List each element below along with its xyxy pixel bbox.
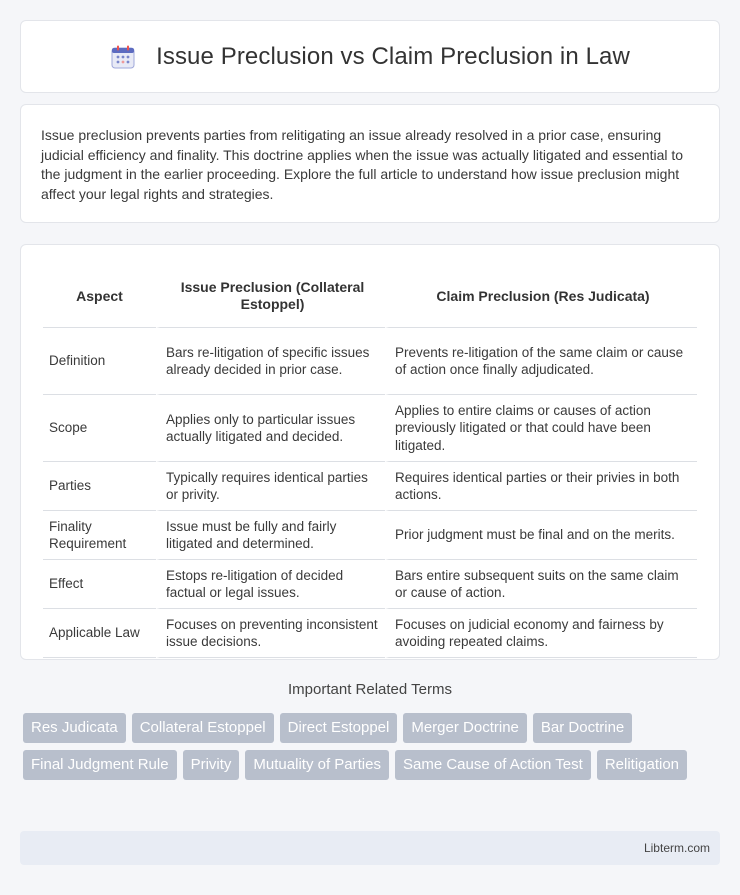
comparison-table-card: [20, 244, 720, 660]
table-row: [43, 462, 697, 511]
intro-card: [20, 104, 720, 223]
row-claim-preclusion: Prevents re-litigation of the same claim or cause of action once finally adjudicated.: [385, 328, 697, 395]
row-aspect: Parties: [43, 462, 156, 511]
row-claim-preclusion: Bars entire subsequent suits on the same claim or cause of action.: [385, 560, 697, 609]
title-wrap: [110, 43, 630, 71]
row-aspect: Effect: [43, 560, 156, 609]
table-row: [43, 395, 697, 462]
row-claim-preclusion: Prior judgment must be final and on the merits.: [385, 511, 697, 560]
tag-res-judicata[interactable]: Res Judicata: [23, 713, 126, 743]
header-issue-preclusion: Issue Preclusion (Collateral Estoppel): [156, 265, 385, 328]
row-issue-preclusion: Estops re-litigation of decided factual or legal issues.: [156, 560, 385, 609]
row-issue-preclusion: Focuses on preventing inconsistent issue decisions.: [156, 609, 385, 658]
footer: [20, 831, 720, 865]
tag-bar-doctrine[interactable]: Bar Doctrine: [533, 713, 632, 743]
tag-mutuality-of-parties[interactable]: Mutuality of Parties: [245, 750, 389, 780]
table-row: [43, 560, 697, 609]
row-issue-preclusion: Bars re-litigation of specific issues already decided in prior case.: [156, 328, 385, 395]
tag-collateral-estoppel[interactable]: Collateral Estoppel: [132, 713, 274, 743]
header-card: [20, 20, 720, 93]
header-claim-preclusion: Claim Preclusion (Res Judicata): [385, 265, 697, 328]
table-row: [43, 328, 697, 395]
row-claim-preclusion: Applies to entire claims or causes of action previously litigated or that could have been litigated.: [385, 395, 697, 462]
tag-same-cause-of-action-test[interactable]: Same Cause of Action Test: [395, 750, 591, 780]
tag-privity[interactable]: Privity: [183, 750, 240, 780]
table-row: [43, 609, 697, 658]
tag-merger-doctrine[interactable]: Merger Doctrine: [403, 713, 527, 743]
table-header-row: [43, 265, 697, 328]
row-claim-preclusion: Requires identical parties or their privies in both actions.: [385, 462, 697, 511]
tag-relitigation[interactable]: Relitigation: [597, 750, 687, 780]
intro-text: Issue preclusion prevents parties from relitigating an issue already resolved in a prior case, ensuring judicial efficiency and finality. This doctrine applies when the issue was actually litigated and essential to the judgment in the earlier proceeding. Explore the full article to understand how issue preclusion might affect your legal rights and strategies.: [41, 127, 684, 202]
calendar-grid-icon: [110, 44, 136, 70]
related-terms-title: Important Related Terms: [288, 681, 452, 698]
row-claim-preclusion: Focuses on judicial economy and fairness by avoiding repeated claims.: [385, 609, 697, 658]
related-terms-tags: [23, 713, 723, 780]
tag-direct-estoppel[interactable]: Direct Estoppel: [280, 713, 398, 743]
row-issue-preclusion: Applies only to particular issues actually litigated and decided.: [156, 395, 385, 462]
footer-brand[interactable]: Libterm.com: [643, 841, 710, 855]
row-issue-preclusion: Issue must be fully and fairly litigated and determined.: [156, 511, 385, 560]
row-aspect: Definition: [43, 328, 156, 395]
comparison-table: [43, 265, 697, 658]
header-aspect: Aspect: [43, 265, 156, 328]
row-aspect: Scope: [43, 395, 156, 462]
page-title: Issue Preclusion vs Claim Preclusion in Law: [156, 42, 630, 70]
row-issue-preclusion: Typically requires identical parties or privity.: [156, 462, 385, 511]
tag-final-judgment-rule[interactable]: Final Judgment Rule: [23, 750, 177, 780]
table-row: [43, 511, 697, 560]
row-aspect: Finality Requirement: [43, 511, 156, 560]
row-aspect: Applicable Law: [43, 609, 156, 658]
